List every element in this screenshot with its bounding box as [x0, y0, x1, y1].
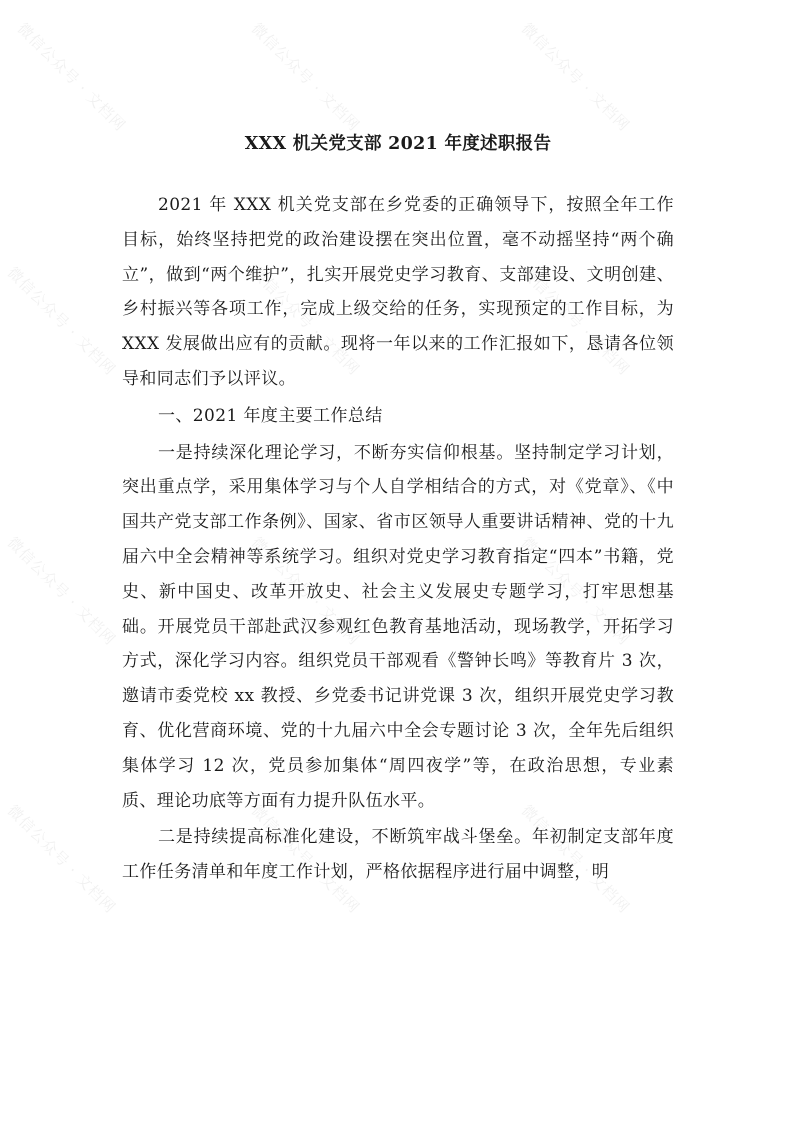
document-body: [122, 128, 674, 890]
watermark-text: 微信公众号 · 文档网: [517, 533, 634, 649]
watermark-text: 微信公众号 · 文档网: [247, 19, 364, 135]
paragraph-standardization: 二是持续提高标准化建设，不断筑牢战斗堡垒。年初制定支部年度工作任务清单和年度工作计划，严格依据程序进行届中调整，明: [122, 827, 674, 883]
document-title: XXX 机关党支部 2021 年度述职报告: [244, 134, 552, 154]
watermark-text: 微信公众号 · 文档网: [3, 263, 120, 379]
paragraph-theory-study: 一是持续深化理论学习，不断夯实信仰根基。坚持制定学习计划，突出重点学，采用集体学习与个人自学相结合的方式，对《党章》、《中国共产党支部工作条例》、国家、省市区领导人重要讲话精神、党的十九届六中全会精神等系统学习。组织对党史学习教育指定“四本”书籍，党史、新中国史、改革开放史、社会主义发展史专题学习，打牢思想基础。开展党员干部赴武汉参观红色教育基地活动，现场教学，开拓学习方式，深化学习内容。组织党员干部观看《警钟长鸣》等教育片 3 次，邀请市委党校 xx 教授、乡党委书记讲党课 3 次，组织开展党史学习教育、优化营商环境、党的十九届六中全会专题讨论 3 次，全年先后组织集体学习 12 次，党员参加集体“周四夜学”等，在政治思想，专业素质、理论功底等方面有力提升队伍水平。: [122, 442, 674, 811]
section-heading: 一、2021 年度主要工作总结: [158, 405, 383, 426]
watermark-text: 微信公众号 · 文档网: [517, 19, 634, 135]
watermark-text: 微信公众号 · 文档网: [3, 801, 120, 917]
watermark-text: 微信公众号 · 文档网: [517, 263, 634, 379]
watermark-text: 微信公众号 · 文档网: [247, 263, 364, 379]
watermark-text: 微信公众号 · 文档网: [517, 801, 634, 917]
watermark-text: 微信公众号 · 文档网: [247, 533, 364, 649]
watermark-text: 微信公众号 · 文档网: [13, 19, 130, 135]
paragraph-intro: 2021 年 XXX 机关党支部在乡党委的正确领导下，按照全年工作目标，始终坚持把党的政治建设摆在突出位置，毫不动摇坚持“两个确立”，做到“两个维护”，扎实开展党史学习教育、支部建设、文明创建、乡村振兴等各项工作，完成上级交给的任务，实现预定的工作目标，为 XXX 发展做出应有的贡献。现将一年以来的工作汇报如下，恳请各位领导和同志们予以评议。: [122, 195, 674, 389]
watermark-text: 微信公众号 · 文档网: [247, 801, 364, 917]
watermark-text: 微信公众号 · 文档网: [3, 533, 120, 649]
